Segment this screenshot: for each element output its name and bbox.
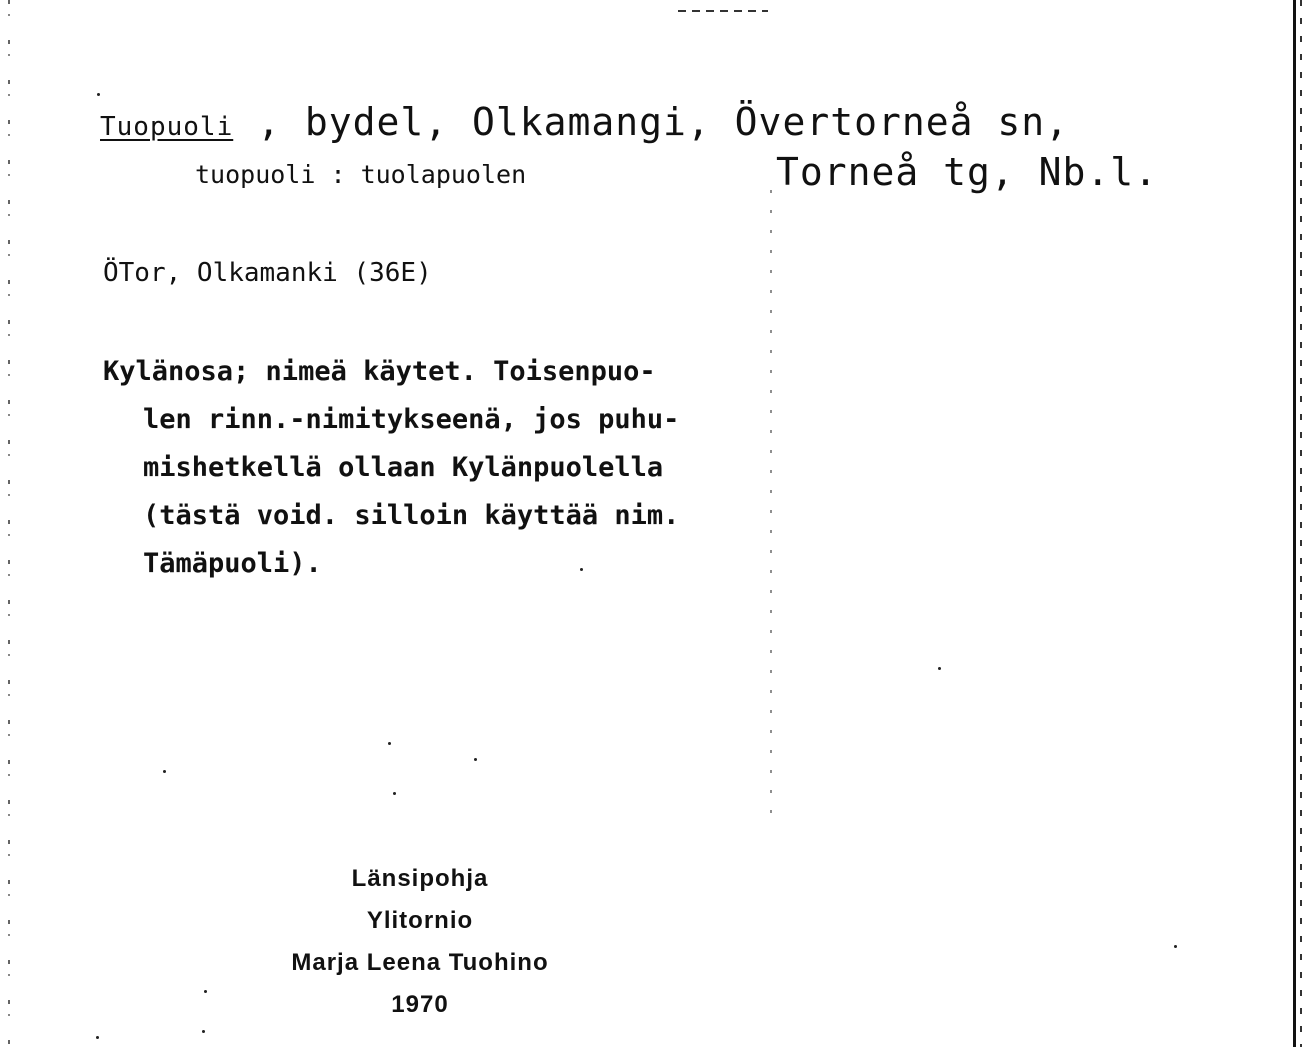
name-form: tuopuoli : tuolapuolen bbox=[195, 160, 527, 189]
description bbox=[103, 348, 679, 588]
stamp-parish: Ylitornio bbox=[366, 907, 474, 934]
stamp-region: Länsipohja bbox=[351, 865, 489, 892]
scan-edge-left bbox=[8, 0, 10, 1047]
location-line: Torneå tg, Nb.l. bbox=[776, 150, 1159, 194]
scan-speck bbox=[1174, 945, 1177, 948]
place-description: , bydel, Olkamangi, Övertorneå sn, bbox=[257, 100, 1069, 144]
scan-speck bbox=[163, 770, 166, 773]
collector-stamp bbox=[240, 858, 600, 1026]
scan-speck bbox=[204, 990, 207, 993]
stamp-collector: Marja Leena Tuohino bbox=[291, 949, 549, 976]
scan-speck bbox=[580, 568, 583, 571]
scan-speck bbox=[388, 742, 391, 745]
description-line: Tämäpuoli). bbox=[143, 548, 322, 579]
place-name: Tuopuoli bbox=[100, 112, 234, 142]
scan-speck bbox=[96, 1036, 99, 1039]
stamp-year: 1970 bbox=[391, 991, 449, 1018]
scan-speck bbox=[202, 1030, 205, 1033]
scan-speck bbox=[97, 93, 100, 96]
scan-edge-right-dashes bbox=[1300, 0, 1302, 1047]
scan-speck bbox=[393, 792, 396, 795]
scan-speck bbox=[474, 758, 477, 761]
scan-speck bbox=[938, 667, 941, 670]
description-line: mishetkellä ollaan Kylänpuolella bbox=[143, 452, 664, 483]
reference-line: ÖTor, Olkamanki (36E) bbox=[103, 258, 432, 288]
description-line: (tästä void. silloin käyttää nim. bbox=[143, 500, 680, 531]
card-title bbox=[100, 100, 1069, 144]
description-line: Kylänosa; nimeä käytet. Toisenpuo- bbox=[103, 356, 656, 387]
scan-edge-right bbox=[1293, 0, 1296, 1047]
scan-mark bbox=[678, 10, 768, 12]
scan-center-dashes bbox=[770, 190, 772, 830]
description-line: len rinn.-nimitykseenä, jos puhu- bbox=[143, 404, 680, 435]
